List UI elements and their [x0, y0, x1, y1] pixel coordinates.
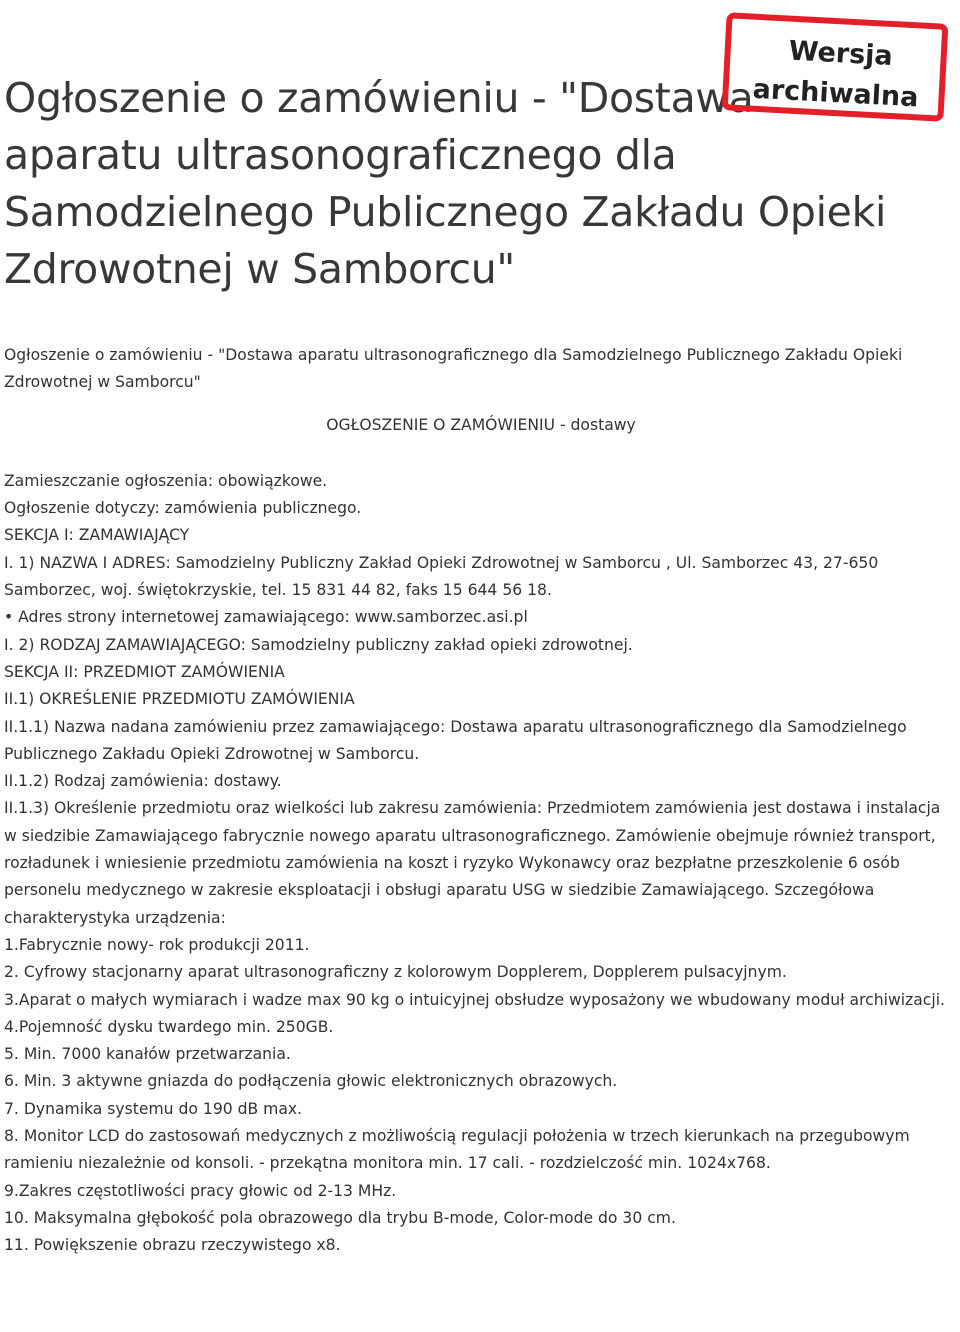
contract-type: II.1.2) Rodzaj zamówienia: dostawy. [4, 772, 282, 791]
intro-text: Ogłoszenie o zamówieniu - "Dostawa aparatu ultrasonograficznego dla Samodzielnego Publicznego Zakładu Opieki Zdrowotnej w Samborcu" [4, 346, 903, 392]
section-1-heading: SEKCJA I: ZAMAWIAJĄCY [4, 526, 190, 545]
contracting-authority-type: I. 2) RODZAJ ZAMAWIAJĄCEGO: Samodzielny publiczny zakład opieki zdrowotnej. [4, 635, 633, 654]
notice-subject: Ogłoszenie dotyczy: zamówienia publicznego. [4, 499, 362, 518]
notice-body [4, 342, 958, 1260]
stamp-text-line1: Wersja [787, 35, 894, 72]
section-2-heading: SEKCJA II: PRZEDMIOT ZAMÓWIENIA [4, 662, 285, 681]
publication-mode: Zamieszczanie ogłoszenia: obowiązkowe. [4, 471, 328, 490]
stamp-text-line2: archiwalna [751, 73, 920, 114]
page-title: Ogłoszenie o zamówieniu - "Dostawa aparatu ultrasonograficznego dla Samodzielnego Publicznego Zakładu Opieki Zdrowotnej w Samborcu" [4, 74, 887, 293]
spec-item: 11. Powiększenie obrazu rzeczywistego x8. [4, 1236, 341, 1255]
spec-item: 6. Min. 3 aktywne gniazda do podłączenia głowic elektronicznych obrazowych. [4, 1072, 618, 1091]
contracting-authority-address: I. 1) NAZWA I ADRES: Samodzielny Publiczny Zakład Opieki Zdrowotnej w Samborcu , Ul. Samborzec 43, 27-650 Samborzec, woj. świętokrzyskie, tel. 15 831 44 82, faks 15 644 56 18. [4, 553, 879, 600]
spec-item: 2. Cyfrowy stacjonarny aparat ultrasonograficzny z kolorowym Dopplerem, Dopplerem pulsacyjnym. [4, 963, 787, 982]
spec-item: 1.Fabrycznie nowy- rok produkcji 2011. [4, 935, 310, 954]
spec-item: 9.Zakres częstotliwości pracy głowic od 2-13 MHz. [4, 1181, 397, 1200]
spec-item: 3.Aparat o małych wymiarach i wadze max 90 kg o intuicyjnej obsłudze wyposażony we wbudowany moduł archiwizacji. [4, 990, 945, 1009]
subsection-2-1-heading: II.1) OKREŚLENIE PRZEDMIOTU ZAMÓWIENIA [4, 690, 355, 709]
spec-item: 7. Dynamika systemu do 190 dB max. [4, 1099, 303, 1118]
notice-type-heading: OGŁOSZENIE O ZAMÓWIENIU - dostawy [326, 415, 636, 434]
spec-item: 10. Maksymalna głębokość pola obrazowego dla trybu B-mode, Color-mode do 30 cm. [4, 1208, 676, 1227]
website-bullet: • Adres strony internetowej zamawiającego: www.samborzec.asi.pl [4, 604, 958, 631]
spec-item: 4.Pojemność dysku twardego min. 250GB. [4, 1017, 334, 1036]
spec-item: 8. Monitor LCD do zastosowań medycznych z możliwością regulacji położenia w trzech kierunkach na przegubowym ramieniu niezależnie od konsoli. - przekątna monitora min. 17 cali. - rozdzielczość min. 1024x768. [4, 1127, 910, 1173]
archive-stamp [722, 12, 949, 121]
contract-name: II.1.1) Nazwa nadana zamówieniu przez zamawiającego: Dostawa aparatu ultrasonograficznego dla Samodzielnego Publicznego Zakładu Opieki Zdrowotnej w Samborcu. [4, 717, 907, 763]
contract-scope: II.1.3) Określenie przedmiotu oraz wielkości lub zakresu zamówienia: Przedmiotem zamówienia jest dostawa i instalacja w siedzibie Zamawiającego fabrycznie nowego aparatu ultrasonograficznego. Zamówienie obejmuje również transport, rozładunek i wniesienie przedmiotu zamówienia na koszt i ryzyko Wykonawcy oraz bezpłatne przeszkolenie 6 osób personelu medycznego w zakresie eksploatacji i obsługi aparatu USG w siedzibie Zamawiającego. Szczegółowa charakterystyka urządzenia: [4, 799, 941, 927]
spec-item: 5. Min. 7000 kanałów przetwarzania. [4, 1045, 291, 1064]
